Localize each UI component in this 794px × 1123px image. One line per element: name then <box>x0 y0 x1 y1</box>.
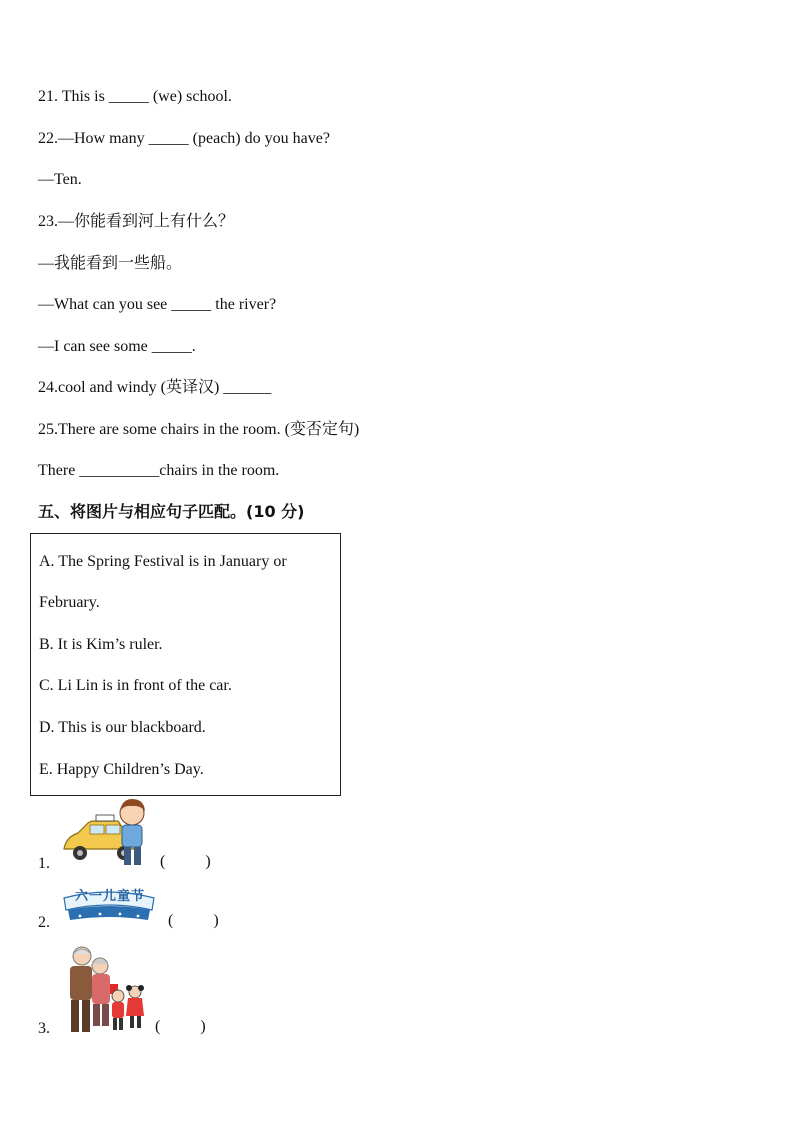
question-22: 22.—How many _____ (peach) do you have? <box>38 130 330 147</box>
question-23-english-question: —What can you see _____ the river? <box>38 296 277 313</box>
question-23-chinese-answer: —我能看到一些船。 <box>38 255 183 272</box>
item-3-answer-blank[interactable]: ( ) <box>155 1018 206 1035</box>
option-d: D. This is our blackboard. <box>39 719 206 736</box>
boy-with-taxi-icon <box>60 797 155 869</box>
section-5-heading: 五、将图片与相应句子匹配。(10 分) <box>38 502 305 521</box>
option-e: E. Happy Children’s Day. <box>39 761 204 778</box>
question-25-fill: There __________chairs in the room. <box>38 462 280 479</box>
question-24: 24.cool and windy (英译汉) ______ <box>38 379 272 396</box>
item-2-answer-blank[interactable]: ( ) <box>168 912 219 929</box>
banner-text: 六一儿童节 <box>74 889 145 904</box>
option-a-continued: February. <box>39 594 100 611</box>
item-3-number: 3. <box>38 1020 50 1037</box>
option-a: A. The Spring Festival is in January or <box>39 553 287 570</box>
option-c: C. Li Lin is in front of the car. <box>39 677 232 694</box>
question-25: 25.There are some chairs in the room. (变否定句) <box>38 421 360 438</box>
item-2-number: 2. <box>38 914 50 931</box>
grandparents-with-children-icon <box>58 944 148 1036</box>
question-21: 21. This is _____ (we) school. <box>38 88 232 105</box>
question-23: 23.—你能看到河上有什么？ <box>38 213 235 230</box>
option-b: B. It is Kim’s ruler. <box>39 636 163 653</box>
item-1-answer-blank[interactable]: ( ) <box>160 853 211 870</box>
question-22-answer: —Ten. <box>38 171 82 188</box>
item-1-number: 1. <box>38 855 50 872</box>
question-23-english-answer: —I can see some _____. <box>38 338 196 355</box>
options-box <box>30 533 341 796</box>
